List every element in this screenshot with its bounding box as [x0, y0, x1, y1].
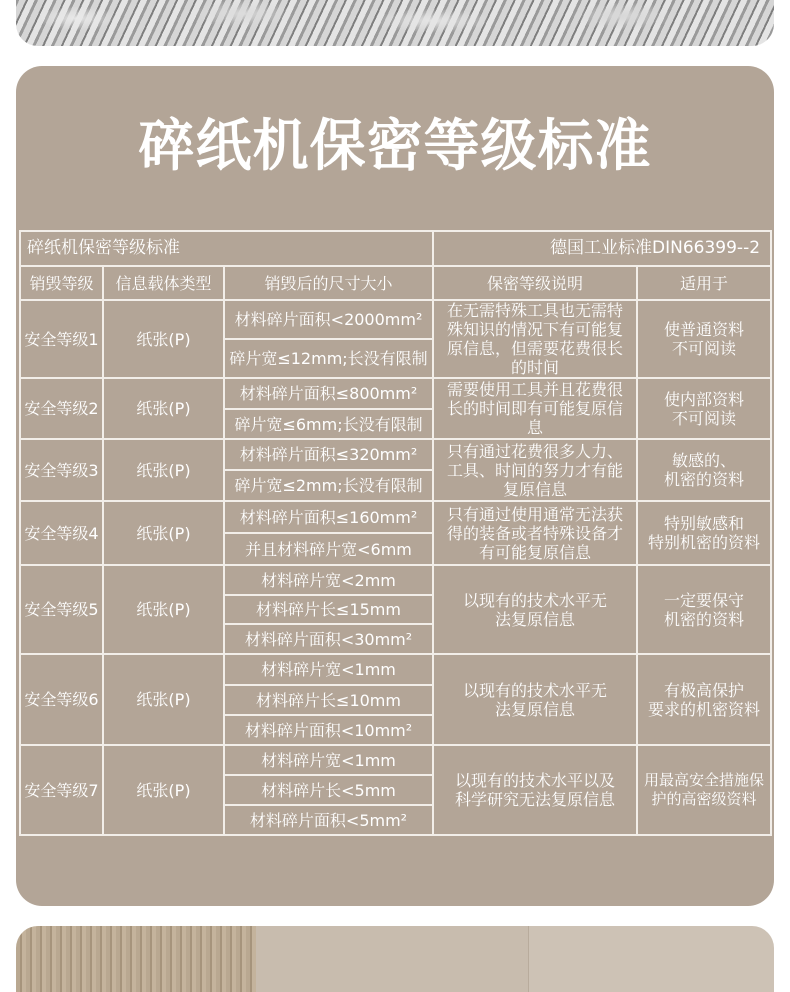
usage-line: 使内部资料: [664, 389, 745, 409]
usage-line: 要求的机密资料: [648, 699, 761, 719]
usage-cell: [637, 745, 771, 835]
media-cell: 纸张(P): [103, 300, 224, 378]
usage-cell: [637, 501, 771, 565]
dimension-cell: 并且材料碎片宽<6mm: [224, 533, 433, 565]
description-cell: 以现有的技术水平无法复原信息: [433, 565, 637, 654]
level-cell: 安全等级7: [20, 745, 103, 835]
usage-line: 敏感的、: [672, 451, 737, 470]
table-row: [20, 439, 771, 470]
level-cell: 安全等级3: [20, 439, 103, 501]
level-cell: 安全等级2: [20, 378, 103, 439]
top-banner-photo: [16, 0, 774, 46]
media-cell: 纸张(P): [103, 565, 224, 654]
dimension-cell: 材料碎片面积<10mm²: [224, 715, 433, 745]
usage-line: 使普通资料: [664, 320, 745, 339]
description-cell: 以现有的技术水平无法复原信息: [433, 654, 637, 745]
usage-cell: [637, 439, 771, 501]
dimension-cell: 材料碎片面积≤320mm²: [224, 439, 433, 470]
photo-panel: [528, 926, 774, 992]
dimension-cell: 材料碎片长<5mm: [224, 775, 433, 805]
media-cell: 纸张(P): [103, 439, 224, 501]
usage-line: 有极高保护: [664, 680, 745, 700]
description-cell: 只有通过花费很多人力、工具、时间的努力才有能复原信息: [433, 439, 637, 501]
dimension-cell: 碎片宽≤2mm;长没有限制: [224, 470, 433, 501]
description-cell: 只有通过使用通常无法获得的装备或者特殊设备才有可能复原信息: [433, 501, 637, 565]
column-header: 信息载体类型: [103, 266, 224, 300]
page-title: 碎纸机保密等级标准: [138, 114, 652, 179]
media-cell: 纸张(P): [103, 378, 224, 439]
media-cell: 纸张(P): [103, 501, 224, 565]
usage-line: 机密的资料: [664, 470, 745, 489]
dimension-cell: 材料碎片面积≤160mm²: [224, 501, 433, 533]
column-header-row: [20, 266, 771, 300]
description-cell: 在无需特殊工具也无需特殊知识的情况下有可能复原信息，但需要花费很长的时间: [433, 300, 637, 378]
dimension-cell: 材料碎片宽<1mm: [224, 745, 433, 775]
dimension-cell: 材料碎片长≤10mm: [224, 685, 433, 715]
description-cell: 以现有的技术水平以及科学研究无法复原信息: [433, 745, 637, 835]
column-header: 销毁等级: [20, 266, 103, 300]
usage-line: 不可阅读: [672, 339, 737, 358]
level-cell: 安全等级6: [20, 654, 103, 745]
column-header: 适用于: [637, 266, 771, 300]
dimension-cell: 材料碎片宽<2mm: [224, 565, 433, 595]
bottom-banner-photo: [16, 926, 774, 992]
usage-line: 一定要保守: [664, 590, 745, 610]
level-cell: 安全等级4: [20, 501, 103, 565]
level-cell: 安全等级5: [20, 565, 103, 654]
dimension-cell: 材料碎片面积≤800mm²: [224, 378, 433, 409]
dimension-cell: 材料碎片长≤15mm: [224, 595, 433, 624]
usage-cell: [637, 565, 771, 654]
usage-cell: [637, 378, 771, 439]
usage-line: 特别敏感和: [664, 514, 745, 533]
dimension-cell: 碎片宽≤12mm;长没有限制: [224, 339, 433, 378]
table-row: [20, 378, 771, 409]
level-cell: 安全等级1: [20, 300, 103, 378]
standard-name: 德国工业标准DIN66399--2: [433, 231, 771, 266]
photo-panel: [256, 926, 528, 992]
media-cell: 纸张(P): [103, 654, 224, 745]
dimension-cell: 碎片宽≤6mm;长没有限制: [224, 409, 433, 439]
table-row: [20, 745, 771, 775]
usage-line: 护的高密级资料: [651, 790, 757, 808]
table-title-row: [20, 231, 771, 266]
column-header: 销毁后的尺寸大小: [224, 266, 433, 300]
photo-panel: [16, 926, 256, 992]
usage-line: 不可阅读: [672, 408, 737, 428]
dimension-cell: 材料碎片面积<2000mm²: [224, 300, 433, 339]
media-cell: 纸张(P): [103, 745, 224, 835]
usage-cell: [637, 654, 771, 745]
usage-line: 机密的资料: [664, 609, 745, 629]
dimension-cell: 材料碎片宽<1mm: [224, 654, 433, 685]
security-level-table: [19, 230, 772, 836]
description-cell: 需要使用工具并且花费很长的时间即有可能复原信息: [433, 378, 637, 439]
dimension-cell: 材料碎片面积<30mm²: [224, 624, 433, 654]
column-header: 保密等级说明: [433, 266, 637, 300]
dimension-cell: 材料碎片面积<5mm²: [224, 805, 433, 835]
usage-cell: [637, 300, 771, 378]
table-row: [20, 565, 771, 595]
table-row: [20, 501, 771, 533]
table-title: 碎纸机保密等级标准: [20, 231, 433, 266]
table-row: [20, 654, 771, 685]
usage-line: 特别机密的资料: [648, 533, 761, 552]
usage-line: 用最高安全措施保: [644, 771, 765, 789]
table-row: [20, 300, 771, 339]
